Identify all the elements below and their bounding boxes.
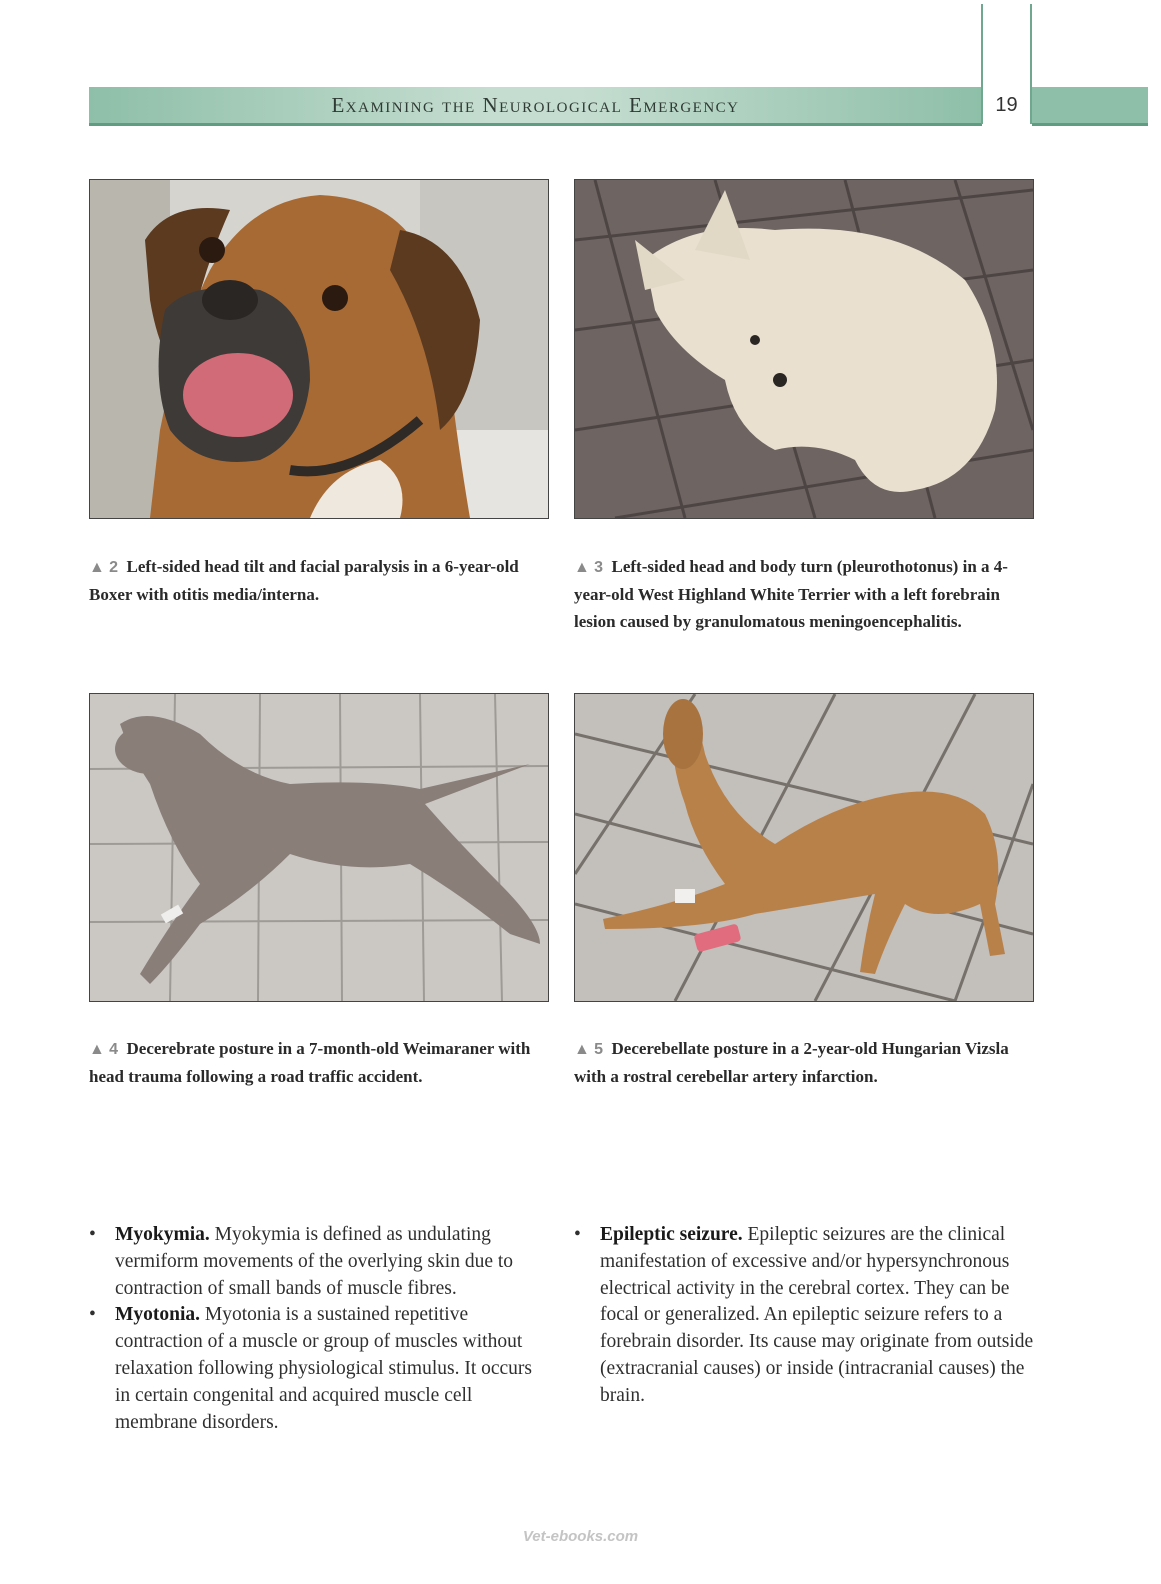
figure-2-photo-boxer (89, 179, 549, 519)
figure-marker-icon: ▲ (89, 559, 105, 576)
figure-number: 2 (109, 559, 118, 576)
right-text-column (574, 1222, 1034, 1410)
header-band-right (1032, 87, 1148, 126)
figure-2-caption (89, 553, 551, 608)
list-item (574, 1222, 1034, 1410)
term: Myokymia. (115, 1224, 210, 1245)
term: Epileptic seizure. (600, 1224, 743, 1245)
list-item (89, 1302, 549, 1436)
figure-number: 5 (594, 1041, 603, 1058)
figure-caption-text: Left-sided head and body turn (pleurothotonus) in a 4-year-old West Highland White Terrier with a left forebrain lesion caused by granulomatous meningoencephalitis. (574, 557, 1008, 631)
figure-marker-icon: ▲ (89, 1041, 105, 1058)
definition: Epileptic seizures are the clinical manifestation of excessive and/or hypersynchronous electrical activity in the cerebral cortex. They can be focal or generalized. An epileptic seizure refers to a forebrain disorder. Its cause may originate from outside (extracranial causes) or inside (intracranial causes) the brain. (600, 1224, 1034, 1406)
figure-3-caption (574, 553, 1044, 635)
figure-number: 3 (594, 559, 603, 576)
figure-3-photo-terrier (574, 179, 1034, 519)
figure-caption-text: Decerebellate posture in a 2-year-old Hungarian Vizsla with a rostral cerebellar artery infarction. (574, 1039, 1009, 1086)
figure-number: 4 (109, 1041, 118, 1058)
figure-caption-text: Left-sided head tilt and facial paralysis in a 6-year-old Boxer with otitis media/interna. (89, 557, 519, 604)
term: Myotonia. (115, 1304, 201, 1326)
figure-marker-icon: ▲ (574, 1041, 590, 1058)
bullet-icon: • (89, 1224, 96, 1245)
figure-4-photo-weimaraner (89, 693, 549, 1002)
left-text-column (89, 1222, 549, 1436)
definition: Myotonia is a sustained repetitive contraction of a muscle or group of muscles without relaxation following physiological stimulus. It occurs in certain congenital and acquired muscle cell membrane disorders. (115, 1304, 533, 1433)
figure-caption-text: Decerebrate posture in a 7-month-old Weimaraner with head trauma following a road traffic accident. (89, 1039, 531, 1086)
figure-4-caption (89, 1035, 551, 1090)
bullet-icon: • (574, 1224, 581, 1245)
figure-marker-icon: ▲ (574, 559, 590, 576)
list-item (89, 1222, 549, 1302)
definition: Myokymia is defined as undulating vermiform movements of the overlying skin due to contraction of small bands of muscle fibres. (115, 1224, 514, 1299)
figure-5-photo-vizsla (574, 693, 1034, 1002)
running-header-band (89, 87, 982, 126)
figure-5-caption (574, 1035, 1036, 1090)
page-number: 19 (995, 93, 1018, 116)
running-header-title: Examining the Neurological Emergency (331, 92, 740, 117)
bullet-icon: • (89, 1304, 96, 1326)
watermark: Vet-ebooks.com (522, 1528, 639, 1545)
